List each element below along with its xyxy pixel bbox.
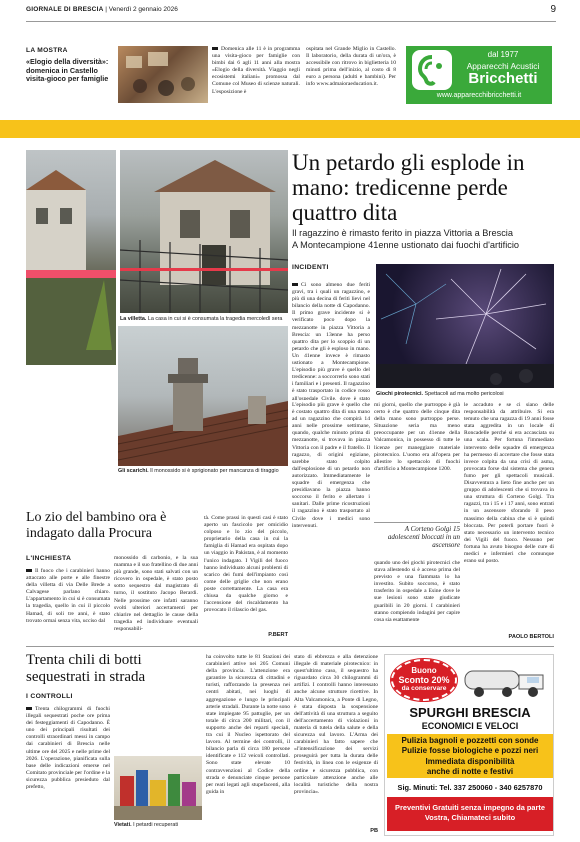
sticker-line3: da conservare: [401, 685, 447, 692]
main-col1: [292, 282, 370, 400]
ad-footer1: Preventivi Gratuiti senza impegno da parte: [395, 803, 545, 812]
ear-logo-icon: [412, 50, 452, 90]
bullet-square: [292, 283, 298, 286]
caption-bold: Vietati.: [114, 822, 132, 828]
story2-author: P.BERT: [268, 632, 288, 638]
ad-line3: Immediata disponibilità: [425, 756, 515, 766]
story3-col1: [26, 706, 110, 832]
mostra-image: [118, 46, 208, 103]
mostra-col1: [212, 46, 300, 96]
mostra-photo: [118, 46, 208, 103]
story3-col1-text: Trenta chilogrammi di fuochi illegali sequestrati poche ore prima dei festeggiamenti di Capodanno. È uno dei principali risultati dei controlli straordinari messi in campo dai carabinieri di Brescia nelle ultime ore del 2025 e nelle prime del 2026. L'operazione, pianificata sulla base delle indicazioni emerse nel Comitato provinciale per l'ordine e la sicurezza pubblica presieduto dal prefetto,: [26, 706, 110, 791]
mostra-box: [26, 47, 114, 84]
story3-author: PB: [370, 828, 378, 834]
publication-name: GIORNALE DI BRESCIA: [26, 6, 104, 13]
separator: |: [105, 6, 109, 13]
main-col1-text: Ci sono almeno due feriti gravi, tra i quali un ragazzino, e più di una decina di feriti lievi nel bilancio della notte di Capodanno. Il primo grave incidente si è verificato poco dopo la mezzanotte in piazza Vittoria a Brescia: un 13enne ha perso quattro dita per lo scoppio di un petardo che gli è esploso in mano. Un 41enne invece è rimasto ustionato a Montecampione. L'episodio più grave è quello del tredicenne: a soccorrerlo sono stati i familiari e i presenti. Il ragazzino è stato trasportato in codice rosso all'ospedale Civile, dove è stato: [292, 282, 370, 400]
main-author: PAOLO BERTOLI: [508, 634, 554, 640]
villetta-caption: [120, 316, 288, 323]
main-col2: L'episodio più grave è quello che è costato quattro dita di una mano ad un ragazzino che compirà 14 anni nelle prossime settimane, quando, qualche minuto prima di mezzanotte, si trovava in piazza Vittoria con il padre e il fratello. Il ragazzo, di origini egiziane, sarebbe stato colpito dall'esplosione di un petardo non autorizzato. Immediatamente le squadre di emergenza che presidiavano la piazza hanno soccorso il ferito e allertato i sanitari. Dalle prime ricostruzioni il ragazzino è stato trasportato al Civile dove i medici sono intervenuti.: [292, 402, 370, 529]
ad-line2: Pulizie fosse biologiche e pozzi neri: [401, 746, 539, 756]
ad-contact[interactable]: Sig. Minuti: Tel. 337 250060 - 340 6257870: [397, 783, 543, 792]
truck-icon: [463, 665, 549, 699]
story2-col1-text: Il fuoco che i carabinieri hanno attaccato alle porte e alle finestre della villetta di via Delle Brede a Calvagese parlano chiaro. L'appartamento in cui si è consumata la tragedia, quello in cui il piccolo Hamad, di soli tre anni, è stato trovato ormai senza vita, ucciso dal: [26, 568, 110, 624]
fireworks-caption: [376, 391, 554, 398]
house-image-left: [26, 150, 116, 365]
house-photo-left: [26, 150, 116, 365]
section-inchiesta: L'INCHIESTA: [26, 555, 72, 562]
mostra-text-1: Domenica alle 11 è in programma una visita-gioco per famiglie con bimbi dai 6 agli 11 anni alla mostra «Elogio della diversità. Viaggio negli ecosistemi italiani» promossa dal Comune col Museo di scienze naturali. L'esposizione è: [212, 46, 300, 95]
bricchetti-ad: [406, 46, 552, 104]
villetta-photo: [120, 150, 288, 313]
story2-col2: monossido di carbonio, e la sua mamma e il suo fratellino di due anni più grande, sono stati salvati con un ricovero in ospedale, è stato posto sotto sequestro dal magistrato di turno, il sostituto Jacopo Berardi. Nelle prossime ore infatti saranno svolti ulteriori accertamenti per chiarire nel dettaglio le cause della tragedia ed individuare eventuali responsabili-: [114, 555, 198, 632]
caption-bold: Giochi pirotecnici.: [376, 391, 424, 397]
section-label: LA MOSTRA: [26, 47, 68, 54]
section-controlli: I CONTROLLI: [26, 693, 73, 700]
main-col4: le accaduto e se ci siano delle responsabilità da attribuire. Si era temuto che una ragazza di 19 anni fosse stata aggredita in un locale di Roncadelle perché si era accasciata su una scala. Per fortuna l'immediato intervento delle squadre di emergenza ha permesso di accertare che fosse stata invece colpita da una crisi di asma, provocata forse dal sistema che genera fumo per gli spettacoli musicali. Disavventura a lieto fine anche per un gruppo di adolescenti che si trovava in una struttura di Corteno Golgi. Tra ragazzi, tra i 15 e i 17 anni, sono entrati in un ascensore sforando il peso massimo della cabina che si è quindi bloccata. Per poterli portare fuori è stato necessario un intervento tecnico dei Vigili del fuoco. Nessuno per fortuna ha avuto bisogno delle cure di medici e infermieri che comunque erano sul posto.: [464, 402, 554, 565]
discount-sticker: [391, 659, 457, 701]
caption-text: Il monossido si è sprigionato per mancanza di tiraggio: [150, 468, 279, 474]
section-divider: [26, 646, 554, 647]
story3-col3: stato di ebbrezza e alla detenzione illegale di materiale pirotecnico: in quest'ultimo caso, il sequestro ha riguardato circa 30 chilogrammi di artifizi. I controlli hanno interessato anche alcune strutture ricettive. In Alta Valcamonica, a Ponte di Legno, è stata disposta la sospensione dell'attività di una struttura a seguito dell'accertamento di violazioni in materia di tutela della salute e della sicurezza sul lavoro. L'Arma dei carabinieri ha fatto sapere che «l'intensificazione dei servizi proseguirà per tutta la durata delle festività, in linea con le esigenze di ordine e sicurezza pubblica, con particolare attenzione anche alle località turistiche della nostra provincia».: [294, 654, 378, 795]
caption-text: Spettacoli ad ma molto pericolosi: [424, 391, 504, 397]
spurghi-ad: [384, 654, 554, 836]
ad-tagline: ECONOMICI E VELOCI: [421, 721, 519, 731]
main-subhead-1: Il ragazzino è rimasto ferito in piazza Vittoria a Brescia: [292, 228, 513, 238]
fireworks-image: [376, 264, 554, 388]
sticker-line2: Sconto 20%: [398, 675, 450, 685]
main-col3b: quando uno dei giochi pirotecnici che stava allestendo si è acceso prima del previsto e una fiammata lo ha investito. Subito soccorso, è stato trasferito in ospedale a Esine dove le sue lesioni sono state giudicate guaribili in 20 giorni. I carabinieri stanno compiendo indagini per capire cosa sia esattamente: [374, 560, 460, 623]
ad-line1: Pulizia bagnoli e pozzetti con sonde: [401, 736, 539, 745]
ad-footer: [387, 797, 553, 831]
pullquote: A Corteno Golgi 15 adolescenti bloccati in un ascensore: [374, 522, 460, 549]
ad-line1: Apparecchi Acustici: [466, 61, 540, 71]
sticker-line1: Buono: [411, 666, 437, 675]
ad-brand: Bricchetti: [468, 70, 538, 87]
bullet-square: [212, 47, 218, 50]
issue-date: Venerdì 2 gennaio 2026: [108, 6, 178, 13]
ad-since: dal 1977: [487, 50, 519, 59]
ad-url[interactable]: www.apparecchibricchetti.it: [436, 92, 522, 99]
petardi-image: [114, 756, 202, 820]
ad-services: [387, 734, 553, 778]
villetta-image: [120, 150, 288, 313]
ad-line4: anche di notte e festivi: [426, 767, 514, 777]
petardi-caption: [114, 822, 202, 829]
story2-col3: tà. Come prassi in questi casi è stato aperto un fascicolo per omicidio colposo e lo zio del piccolo, proprietario della casa in cui la famiglia di Hamad era ospitata dopo un viaggio in Pakistan, è al momento l'unico indagato. I Vigili del fuoco hanno individuato alcuni problemi di scarico dei fumi dell'impianto così come delle griglie che non erano poste correttamente. La casa era chiusa da qualche giorno e l'accensione del riscaldamento ha provocato il rilascio del gas.: [204, 515, 288, 614]
chimney-photo: [118, 326, 288, 466]
bullet-square: [26, 707, 32, 710]
main-subhead-2: A Montecampione 41enne ustionato dai fuochi d'artificio: [292, 240, 519, 250]
story3-col2: ha coinvolto tutte le 81 Stazioni dei carabinieri attive nei 205 Comuni della provincia. L'attenzione era garantire la sicurezza di cittadini e turisti, rafforzando la presenza nei centri abitati, nei luoghi di aggregazione e lungo le principali arterie stradali. Durante la notte sono state impiegate 95 pattuglie, per un totale di circa 200 militari, con il supporto anche dei reparti speciali, tra cui il Nucleo ispettorato del lavoro. Al termine dei controlli, il bilancio parla di circa 180 persone identificate e 112 veicoli controllati. Sono state elevate 10 contravvenzioni al Codice della strada e denunciate cinque persone per reati legati agli stupefacenti, alla guida in: [206, 654, 290, 795]
chimney-image: [118, 326, 288, 466]
section-incidenti: INCIDENTI: [292, 264, 329, 271]
caption-bold: Gli scarichi.: [118, 468, 149, 474]
story2-headline: Lo zio del bambino ora è indagato dalla Procura: [26, 510, 167, 541]
section-bar: [0, 120, 580, 138]
page-header: [26, 6, 556, 22]
story3-headline: Trenta chili di botti sequestrati in strada: [26, 652, 146, 685]
mostra-title: «Elogio della diversità»: domenica in Castello visita-gioco per famiglie: [26, 57, 109, 84]
ad-brand: SPURGHI BRESCIA: [409, 705, 531, 720]
story2-col1: [26, 568, 110, 640]
mostra-col2: ospitata nel Grande Miglio in Castello. Il laboratorio, della durata di un'ora, è accessibile con ritrovo in biglietteria 10 minuti prima dell'inizio, al costo di 8 euro a persona (adulti e bambini). Per info www.admaioraeducation.it.: [306, 46, 396, 88]
page-number: 9: [550, 4, 556, 15]
bullet-square: [26, 569, 32, 572]
caption-text: I petardi recuperati: [133, 822, 179, 828]
chimney-caption: [118, 468, 288, 475]
fireworks-photo: [376, 264, 554, 388]
ad-footer2: Vostra, Chiamateci subito: [424, 813, 516, 822]
main-col3: mi giorni, quello che purtroppo è già certo è che quattro delle cinque dita della mano sono purtroppo perse. Situazione seria ma meno preoccupante per un 41enne della Valcamonica, in possesso di tutte le licenze per maneggiare materiale pirotecnico. L'uomo era all'opera per allestire lo spettacolo di fuochi d'artificio a Montecampione 1200.: [374, 402, 460, 472]
petardi-photo: [114, 756, 202, 820]
main-headline: Un petardo gli esplode in mano: tredicenne perde quattro dita: [292, 150, 525, 225]
caption-text: La casa in cui si è consumata la tragedia mercoledì sera: [147, 316, 283, 322]
caption-bold: La villetta.: [120, 316, 147, 322]
